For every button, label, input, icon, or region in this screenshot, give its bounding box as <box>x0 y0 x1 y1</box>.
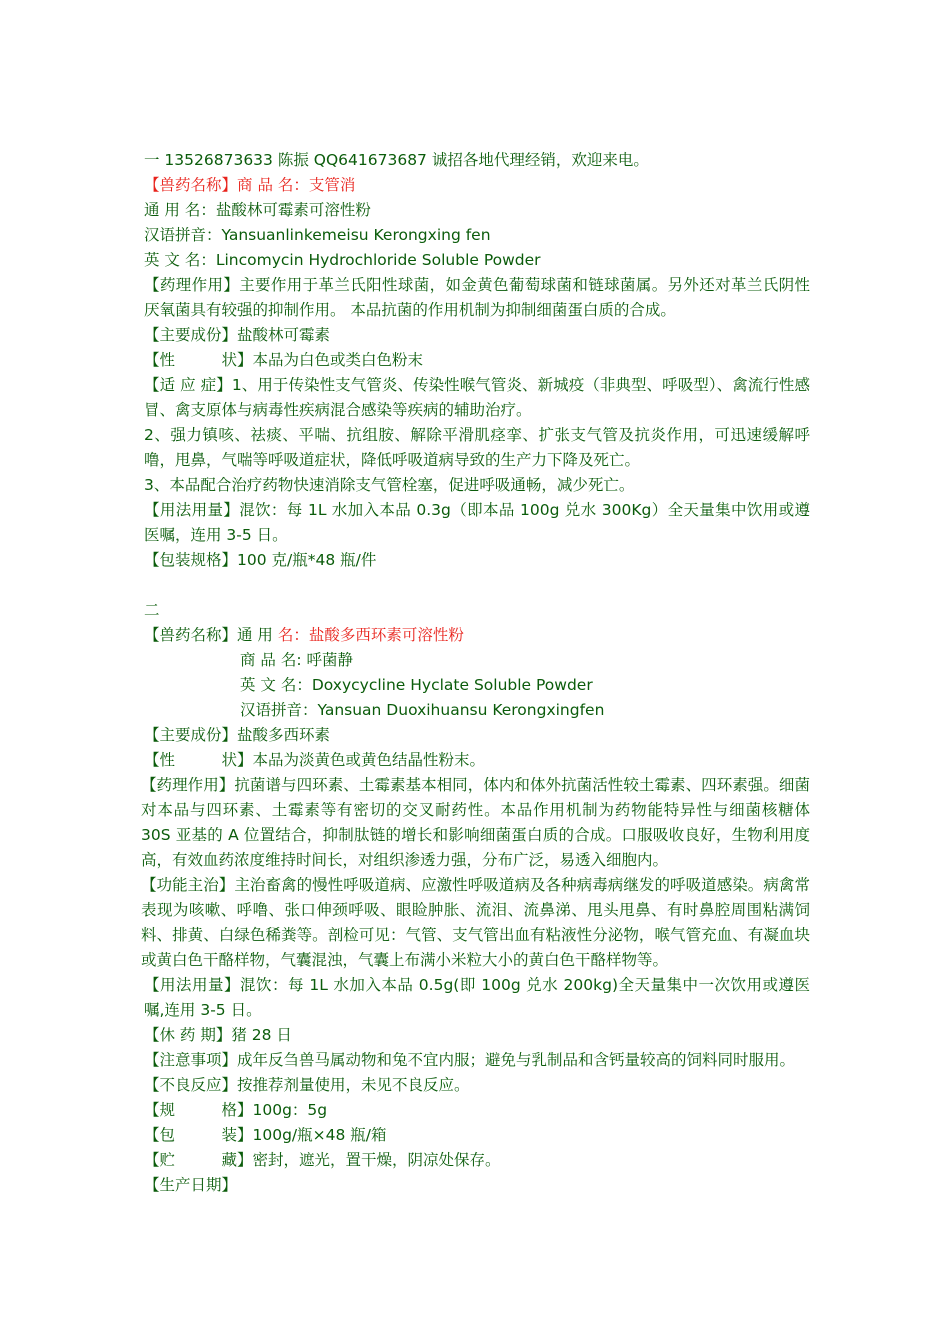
s2-adverse: 【不良反应】按推荐剂量使用，未见不良反应。 <box>144 1076 470 1094</box>
s1-package: 【包装规格】100 克/瓶*48 瓶/件 <box>144 551 377 569</box>
s1-ingredients: 【主要成份】盐酸林可霉素 <box>144 326 331 344</box>
s1-indication-1: 【适 应 症】1、用于传染性支气管炎、传染性喉气管炎、新城疫（非典型、呼吸型）、禽流行性感冒、禽支原体与病毒性疾病混合感染等疾病的辅助治疗。 <box>144 376 811 419</box>
s1-trade-name: 商 品 名：支管消 <box>237 176 356 194</box>
s1-pharmacology: 【药理作用】主要作用于革兰氏阳性球菌，如金黄色葡萄球菌和链球菌属。另外还对革兰氏阴性厌氧菌具有较强的抑制作用。 本品抗菌的作用机制为抑制细菌蛋白质的合成。 <box>144 276 810 319</box>
s1-character: 【性 状】本品为白色或类白色粉末 <box>144 351 424 369</box>
s2-trade-name: 商 品 名: 呼菌静 <box>240 651 354 669</box>
s2-pinyin: 汉语拼音：Yansuan Duoxihuansu Kerongxingfen <box>240 701 605 719</box>
s2-production-date: 【生产日期】 <box>144 1176 238 1194</box>
s2-function: 【功能主治】主治畜禽的慢性呼吸道病、应激性呼吸道病及各种病毒病继发的呼吸道感染。病禽常表现为咳嗽、呼噜、张口伸颈呼吸、眼睑肿胀、流泪、流鼻涕、甩头甩鼻、有时鼻腔周围粘满饲料、排黄、白绿色稀粪等。剖检可见：气管、支气管出血有粘液性分泌物，喉气管充血、有凝血块或黄白色干酪样物，气囊混浊，气囊上布满小米粒大小的黄白色干酪样物等。 <box>141 876 810 969</box>
s2-name-label: 【兽药名称】通 用 <box>144 626 278 644</box>
document-body <box>141 148 811 1198</box>
s2-withdrawal: 【休 药 期】猪 28 日 <box>144 1026 292 1044</box>
intro-line: 一 13526873633 陈振 QQ641673687 诚招各地代理经销，欢迎来电。 <box>144 151 649 169</box>
section-gap <box>144 573 810 598</box>
s2-notes: 【注意事项】成年反刍兽马属动物和兔不宜内服；避免与乳制品和含钙量较高的饲料同时服用。 <box>144 1051 796 1069</box>
s2-dosage: 【用法用量】混饮：每 1L 水加入本品 0.5g(即 100g 兑水 200kg)全天量集中一次饮用或遵医嘱,连用 3-5 日。 <box>144 976 810 1019</box>
s1-name-label: 【兽药名称】 <box>144 176 238 194</box>
s1-indication-3: 3、本品配合治疗药物快速消除支气管栓塞，促进呼吸通畅，减少死亡。 <box>144 476 635 494</box>
s2-ingredients: 【主要成份】盐酸多西环素 <box>144 726 331 744</box>
s1-indication-2: 2、强力镇咳、祛痰、平喘、抗组胺、解除平滑肌痉挛、扩张支气管及抗炎作用，可迅速缓解呼噜，甩鼻，气喘等呼吸道症状，降低呼吸道病导致的生产力下降及死亡。 <box>144 426 810 469</box>
s1-drug-name-row <box>144 173 810 198</box>
s2-character: 【性 状】本品为淡黄色或黄色结晶性粉末。 <box>144 751 486 769</box>
s1-english-name: 英 文 名：Lincomycin Hydrochloride Soluble Powder <box>144 251 541 269</box>
s2-common-name: 名：盐酸多西环素可溶性粉 <box>277 626 464 644</box>
s2-spec: 【规 格】100g：5g <box>144 1101 328 1119</box>
s2-heading: 二 <box>144 601 160 619</box>
s2-drug-name-row <box>144 623 810 648</box>
s2-package: 【包 装】100g/瓶×48 瓶/箱 <box>144 1126 387 1144</box>
s1-dosage: 【用法用量】混饮：每 1L 水加入本品 0.3g（即本品 100g 兑水 300Kg）全天量集中饮用或遵医嘱，连用 3-5 日。 <box>144 501 810 544</box>
s2-pharmacology: 【药理作用】抗菌谱与四环素、土霉素基本相同，体内和体外抗菌活性较土霉素、四环素强。细菌对本品与四环素、土霉素等有密切的交叉耐药性。本品作用机制为药物能特异性与细菌核糖体 30S 亚基的 A 位置结合，抑制肽链的增长和影响细菌蛋白质的合成。口服吸收良好，生物利用度高，有效血药浓度维持时间长，对组织渗透力强，分布广泛，易透入细胞内。 <box>141 776 810 869</box>
s2-storage: 【贮 藏】密封，遮光，置干燥，阴凉处保存。 <box>144 1151 501 1169</box>
s1-pinyin: 汉语拼音：Yansuanlinkemeisu Kerongxing fen <box>144 226 491 244</box>
s1-common-name: 通 用 名：盐酸林可霉素可溶性粉 <box>144 201 371 219</box>
s2-english-name: 英 文 名：Doxycycline Hyclate Soluble Powder <box>240 676 593 694</box>
